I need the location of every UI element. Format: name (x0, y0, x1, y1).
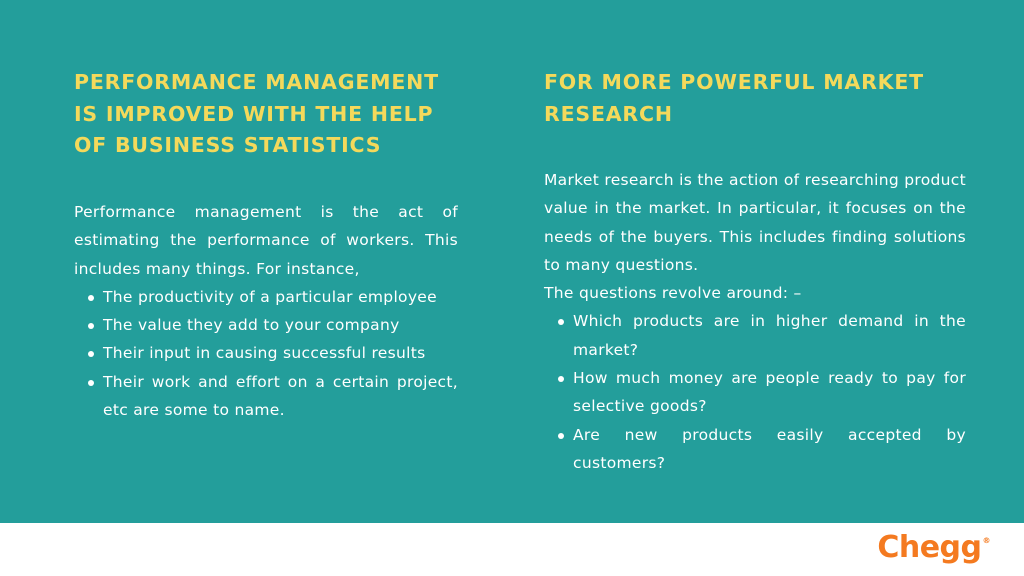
left-body (74, 198, 458, 424)
list-item (544, 364, 966, 421)
list-item-text: Which products are in higher demand in the market? (573, 312, 966, 359)
right-bullet-list (544, 307, 966, 477)
chegg-logo (877, 530, 990, 565)
bullet-dot-icon (88, 323, 94, 329)
list-item (74, 368, 458, 425)
list-item-text: Their input in causing successful results (103, 344, 426, 363)
right-intro: Market research is the action of researching product value in the market. In particular, it focuses on the needs of the buyers. This includes finding solutions to many questions. (544, 171, 966, 274)
list-item-text: Their work and effort on a certain project, etc are some to name. (103, 372, 458, 420)
list-item-text: The productivity of a particular employee (103, 287, 437, 306)
bullet-dot-icon (88, 351, 94, 357)
list-item-text: The value they add to your company (103, 316, 400, 335)
footer-bar (0, 523, 1024, 576)
list-item (544, 421, 966, 478)
bullet-dot-icon (558, 376, 564, 382)
right-heading: FOR MORE POWERFUL MARKET RESEARCH (544, 70, 924, 126)
bullet-dot-icon (558, 319, 564, 325)
left-bullet-list (74, 283, 458, 424)
list-item-text: Are new products easily accepted by customers? (573, 425, 966, 472)
list-item-text: How much money are people ready to pay for selective goods? (573, 369, 966, 416)
list-item (74, 311, 458, 339)
list-item (544, 307, 966, 364)
right-lead: The questions revolve around: – (544, 284, 802, 303)
registered-mark: ® (982, 536, 990, 545)
bullet-dot-icon (88, 295, 94, 301)
bullet-dot-icon (558, 433, 564, 439)
left-heading: PERFORMANCE MANAGEMENT IS IMPROVED WITH THE HELP OF BUSINESS STATISTICS (74, 70, 439, 157)
bullet-dot-icon (88, 380, 94, 386)
list-item (74, 283, 458, 311)
list-item (74, 339, 458, 367)
right-body (544, 166, 966, 477)
logo-text: Chegg (877, 530, 982, 565)
left-intro: Performance management is the act of estimating the performance of workers. This includes many things. For instance, (74, 203, 458, 278)
